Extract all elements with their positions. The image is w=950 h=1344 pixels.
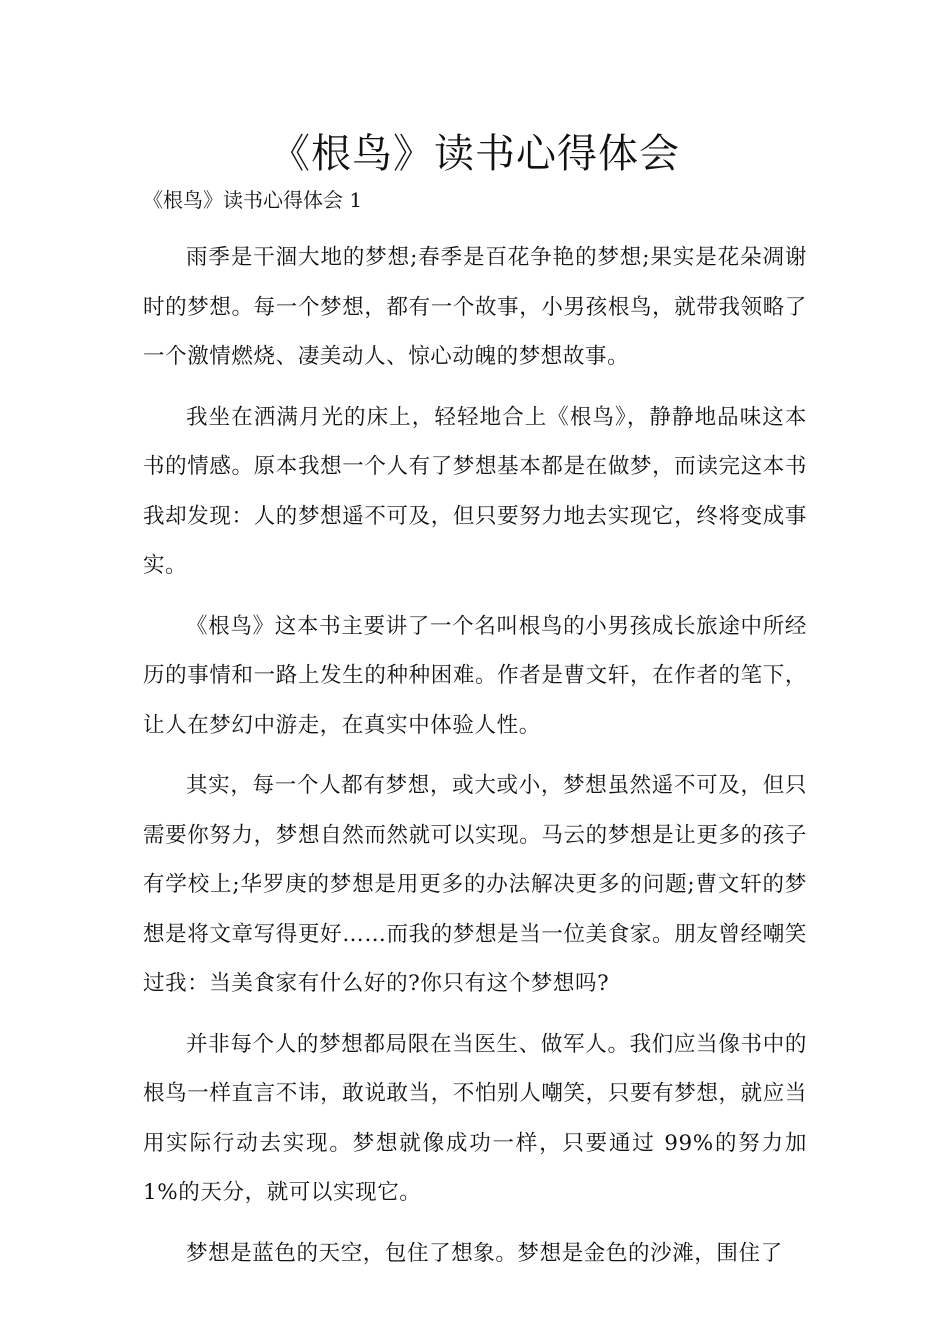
- paragraph-2: 我坐在洒满月光的床上，轻轻地合上《根鸟》，静静地品味这本书的情感。原本我想一个人有了梦想基本都是在做梦，而读完这本书我却发现：人的梦想遥不可及，但只要努力地去实现它，终将变成事实。: [143, 404, 807, 578]
- paragraph-5: 并非每个人的梦想都局限在当医生、做军人。我们应当像书中的根鸟一样直言不讳，敢说敢当，不怕别人嘲笑，只要有梦想，就应当用实际行动去实现。梦想就像成功一样，只要通过 99%的努力加 1%的天分，就可以实现它。: [143, 1031, 807, 1205]
- section-heading: 《根鸟》读书心得体会 1: [143, 188, 363, 212]
- paragraph-4: 其实，每一个人都有梦想，或大或小，梦想虽然遥不可及，但只需要你努力，梦想自然而然就可以实现。马云的梦想是让更多的孩子有学校上;华罗庚的梦想是用更多的办法解决更多的问题;曹文轩的梦想是将文章写得更好……而我的梦想是当一位美食家。朋友曾经嘲笑过我：当美食家有什么好的?你只有这个梦想吗?: [143, 773, 807, 996]
- paragraph-6: 梦想是蓝色的天空，包住了想象。梦想是金色的沙滩，围住了: [186, 1240, 783, 1266]
- document-title: 《根鸟》读书心得体会: [270, 131, 680, 177]
- document-body: [143, 233, 807, 1289]
- paragraph-3: 《根鸟》这本书主要讲了一个名叫根鸟的小男孩成长旅途中所经历的事情和一路上发生的种种困难。作者是曹文轩，在作者的笔下，让人在梦幻中游走，在真实中体验人性。: [143, 613, 807, 738]
- paragraph-1: 雨季是干涸大地的梦想;春季是百花争艳的梦想;果实是花朵凋谢时的梦想。每一个梦想，都有一个故事，小男孩根鸟，就带我领略了一个激情燃烧、凄美动人、惊心动魄的梦想故事。: [143, 245, 807, 369]
